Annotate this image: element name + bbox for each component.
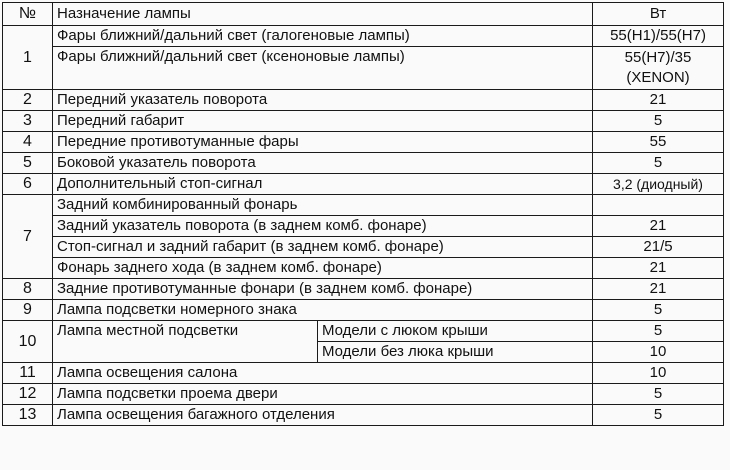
table-row: [3, 258, 724, 279]
table-row: [3, 405, 724, 426]
table-row: [3, 90, 724, 111]
table-row: [3, 216, 724, 237]
row-watt: 5: [593, 405, 724, 426]
table-row: [3, 174, 724, 195]
row-watt: 21: [593, 279, 724, 300]
row-num: 1: [3, 26, 53, 90]
row-purpose: Передний габарит: [53, 111, 593, 132]
row-watt: 21: [593, 216, 724, 237]
row-watt: 10: [593, 363, 724, 384]
row-purpose: Лампа освещения салона: [53, 363, 593, 384]
row-watt-line: (XENON): [626, 69, 690, 86]
table-row: [3, 384, 724, 405]
row-num: 11: [3, 363, 53, 384]
row-watt: [593, 47, 724, 90]
row-purpose: Фары ближний/дальний свет (ксеноновые лампы): [53, 47, 593, 90]
table-row: [3, 195, 724, 216]
row-watt: 5: [593, 321, 724, 342]
row-num: 12: [3, 384, 53, 405]
row-purpose: Задний указатель поворота (в заднем комб. фонаре): [53, 216, 593, 237]
row-num: 10: [3, 321, 53, 363]
row-watt: 21/5: [593, 237, 724, 258]
table-row: [3, 321, 724, 342]
row-watt-line: 55(H7)/35: [624, 49, 692, 66]
table-row: [3, 300, 724, 321]
row-watt: 21: [593, 90, 724, 111]
row-watt: 3,2 (диодный): [593, 174, 724, 195]
table-row: [3, 153, 724, 174]
row-num: 6: [3, 174, 53, 195]
table-header-row: [3, 3, 724, 26]
row-watt: [593, 195, 724, 216]
header-watt: Вт: [593, 3, 724, 26]
row-watt: 10: [593, 342, 724, 363]
row-purpose: Задний комбинированный фонарь: [53, 195, 593, 216]
row-purpose: Задние противотуманные фонари (в заднем комб. фонаре): [53, 279, 593, 300]
table-row: [3, 237, 724, 258]
table-row: [3, 279, 724, 300]
row-watt: 5: [593, 300, 724, 321]
lamp-table: [2, 2, 724, 426]
row-purpose: Фонарь заднего хода (в заднем комб. фонаре): [53, 258, 593, 279]
row-num: 2: [3, 90, 53, 111]
row-watt: 21: [593, 258, 724, 279]
row-purpose: Дополнительный стоп-сигнал: [53, 174, 593, 195]
header-purpose: Назначение лампы: [53, 3, 593, 26]
row-purpose: Лампа подсветки номерного знака: [53, 300, 593, 321]
row-num: 5: [3, 153, 53, 174]
row-watt: 5: [593, 111, 724, 132]
row-num: 8: [3, 279, 53, 300]
row-num: 13: [3, 405, 53, 426]
row-num: 4: [3, 132, 53, 153]
table-row: [3, 26, 724, 47]
table-row: [3, 363, 724, 384]
row-variant: Модели без люка крыши: [318, 342, 593, 363]
table-row: [3, 111, 724, 132]
table-row: [3, 47, 724, 90]
row-watt: 5: [593, 153, 724, 174]
row-purpose: Лампа местной подсветки: [53, 321, 318, 363]
row-watt: 5: [593, 384, 724, 405]
row-num: 3: [3, 111, 53, 132]
table-row: [3, 132, 724, 153]
row-variant: Модели с люком крыши: [318, 321, 593, 342]
row-purpose: Фары ближний/дальний свет (галогеновые лампы): [53, 26, 593, 47]
row-purpose: Стоп-сигнал и задний габарит (в заднем комб. фонаре): [53, 237, 593, 258]
row-purpose: Передний указатель поворота: [53, 90, 593, 111]
row-purpose: Лампа освещения багажного отделения: [53, 405, 593, 426]
row-num: 9: [3, 300, 53, 321]
row-purpose: Боковой указатель поворота: [53, 153, 593, 174]
row-purpose: Лампа подсветки проема двери: [53, 384, 593, 405]
row-watt: 55: [593, 132, 724, 153]
header-num: №: [3, 3, 53, 26]
row-num: 7: [3, 195, 53, 279]
row-purpose: Передние противотуманные фары: [53, 132, 593, 153]
row-watt: 55(H1)/55(H7): [593, 26, 724, 47]
